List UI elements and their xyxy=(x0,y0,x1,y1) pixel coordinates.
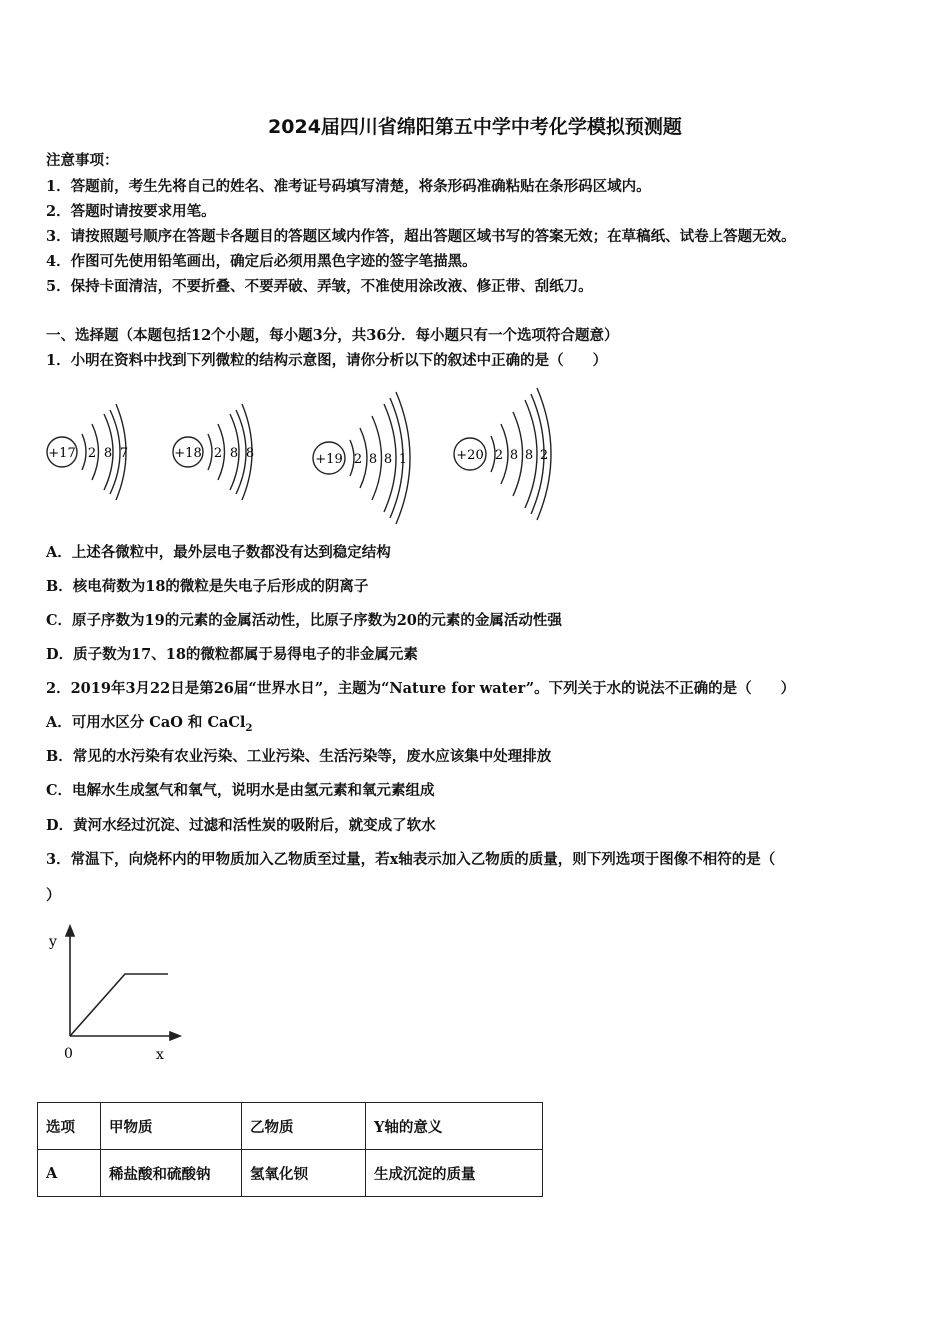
notice-heading: 注意事项： xyxy=(46,152,119,169)
nucleus-label: +17 xyxy=(48,446,76,461)
table-row xyxy=(38,1150,543,1197)
question-1-option: A．上述各微粒中，最外层电子数都没有达到稳定结构 xyxy=(46,544,391,561)
question-2-option-a xyxy=(46,713,252,739)
notice-item: 3．请按照题号顺序在答题卡各题目的答题区域内作答，超出答题区域书写的答案无效；在草稿纸、试卷上答题无效。 xyxy=(46,228,796,245)
table-header: 乙物质 xyxy=(242,1103,366,1150)
shell-electrons: 2 xyxy=(87,446,97,461)
nucleus-label: +18 xyxy=(174,446,202,461)
nucleus-label: +19 xyxy=(315,452,343,467)
y-axis-arrow xyxy=(66,926,74,936)
shell-electrons: 2 xyxy=(353,452,363,467)
question-3-stem-end: ） xyxy=(46,887,61,904)
shell-electrons: 2 xyxy=(539,448,549,463)
question-2-option: D．黄河水经过沉淀、过滤和活性炭的吸附后，就变成了软水 xyxy=(46,817,436,834)
notice-item: 1．答题前，考生先将自己的姓名、准考证号码填写清楚，将条形码准确粘贴在条形码区域内。 xyxy=(46,178,651,195)
curve-line xyxy=(70,974,168,1036)
question-1-option: B．核电荷数为18的微粒是失电子后形成的阴离子 xyxy=(46,578,369,595)
shell-electrons: 8 xyxy=(509,448,519,463)
shell-electrons: 8 xyxy=(245,446,255,461)
option-a-text: A．可用水区分 CaO 和 CaCl xyxy=(46,714,246,731)
question-1-option: D．质子数为17、18的微粒都属于易得电子的非金属元素 xyxy=(46,646,418,663)
section-heading: 一、选择题（本题包括12个小题，每小题3分，共36分．每小题只有一个选项符合题意） xyxy=(46,327,619,344)
table-cell: 氢氧化钡 xyxy=(242,1150,366,1197)
origin-label: 0 xyxy=(64,1046,73,1062)
y-axis-label: y xyxy=(49,934,57,950)
nucleus-label: +20 xyxy=(456,448,484,463)
subscript: 2 xyxy=(245,722,253,734)
x-axis-label: x xyxy=(156,1047,164,1063)
question-3-graph xyxy=(40,920,200,1070)
table-header-row xyxy=(38,1103,543,1150)
question-2-stem: 2．2019年3月22日是第26届“世界水日”，主题为“Nature for water”。下列关于水的说法不正确的是（ ） xyxy=(46,680,796,697)
question-1-option: C．原子序数为19的元素的金属活动性，比原子序数为20的元素的金属活动性强 xyxy=(46,612,562,629)
question-2-option: C．电解水生成氢气和氧气，说明水是由氢元素和氧元素组成 xyxy=(46,782,435,799)
atomic-structure-diagrams xyxy=(40,378,580,528)
x-axis-arrow xyxy=(170,1032,180,1040)
notice-item: 4．作图可先使用铅笔画出，确定后必须用黑色字迹的签字笔描黑。 xyxy=(46,253,477,270)
shell-electrons: 7 xyxy=(119,446,129,461)
question-1-stem: 1．小明在资料中找到下列微粒的结构示意图，请你分析以下的叙述中正确的是（ ） xyxy=(46,352,608,369)
notice-item: 5．保持卡面清洁，不要折叠、不要弄破、弄皱，不准使用涂改液、修正带、刮纸刀。 xyxy=(46,278,593,295)
shell-electrons: 2 xyxy=(213,446,223,461)
table-header: Y轴的意义 xyxy=(366,1103,543,1150)
shell-electrons: 8 xyxy=(229,446,239,461)
question-3-stem: 3．常温下，向烧杯内的甲物质加入乙物质至过量，若x轴表示加入乙物质的质量，则下列选项于图像不相符的是（ xyxy=(46,851,776,868)
question-3-table xyxy=(37,1102,543,1197)
table-cell: A xyxy=(38,1150,101,1197)
notice-item: 2．答题时请按要求用笔。 xyxy=(46,203,216,220)
shell-electrons: 1 xyxy=(398,452,408,467)
table-cell: 生成沉淀的质量 xyxy=(366,1150,543,1197)
shell-electrons: 8 xyxy=(368,452,378,467)
page-title: 2024届四川省绵阳第五中学中考化学模拟预测题 xyxy=(268,116,682,138)
table-header: 甲物质 xyxy=(101,1103,242,1150)
shell-electrons: 8 xyxy=(524,448,534,463)
question-2-option: B．常见的水污染有农业污染、工业污染、生活污染等，废水应该集中处理排放 xyxy=(46,748,552,765)
table-cell: 稀盐酸和硫酸钠 xyxy=(101,1150,242,1197)
table-header: 选项 xyxy=(38,1103,101,1150)
shell-electrons: 8 xyxy=(383,452,393,467)
shell-electrons: 8 xyxy=(103,446,113,461)
shell-electrons: 2 xyxy=(494,448,504,463)
